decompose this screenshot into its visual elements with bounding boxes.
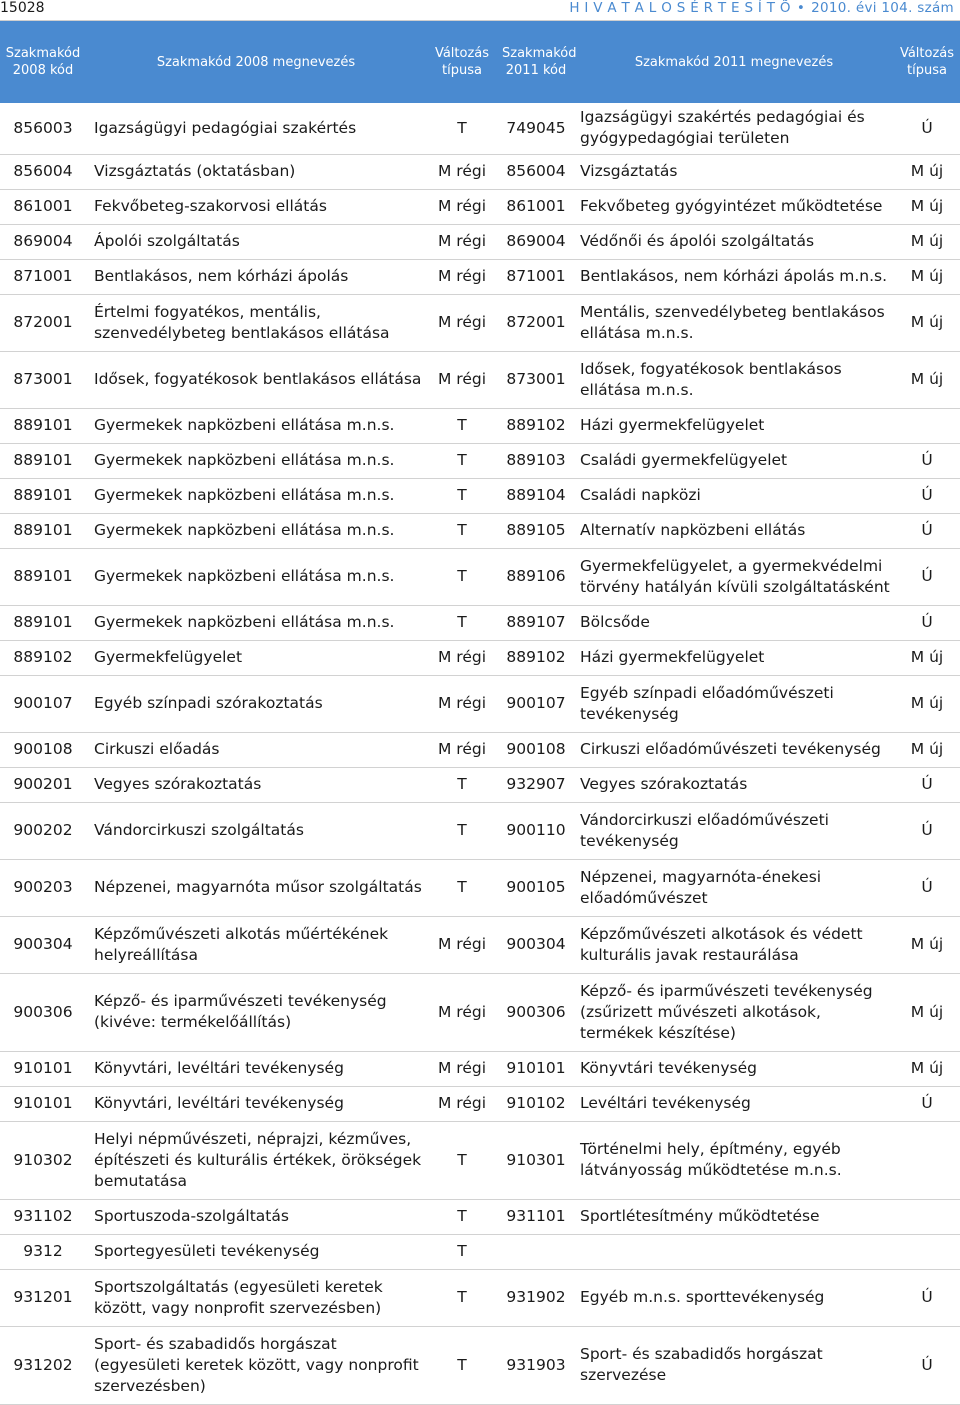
cell-change-type: T <box>426 1326 498 1404</box>
table-body <box>0 103 960 1404</box>
table-row <box>0 189 960 224</box>
cell-code-2008: 889101 <box>0 548 86 605</box>
table-row <box>0 443 960 478</box>
table-row <box>0 973 960 1051</box>
table-row <box>0 1326 960 1404</box>
cell-code-2011: 910102 <box>498 1086 574 1121</box>
cell-code-2008: 856004 <box>0 154 86 189</box>
cell-change-type: T <box>426 802 498 859</box>
cell-change-type-2011: Ú <box>894 1086 960 1121</box>
cell-code-2011: 871001 <box>498 259 574 294</box>
cell-code-2008: 910101 <box>0 1086 86 1121</box>
cell-change-type-2011: M új <box>894 973 960 1051</box>
cell-change-type-2011: Ú <box>894 802 960 859</box>
table-row <box>0 548 960 605</box>
cell-code-2008: 889101 <box>0 443 86 478</box>
cell-change-type: M régi <box>426 640 498 675</box>
cell-change-type: T <box>426 1121 498 1199</box>
cell-name-2008: Sportszolgáltatás (egyesületi keretek között, vagy nonprofit szervezésben) <box>86 1269 426 1326</box>
cell-change-type-2011: Ú <box>894 548 960 605</box>
table-row <box>0 675 960 732</box>
cell-code-2011: 873001 <box>498 351 574 408</box>
cell-code-2011: 749045 <box>498 103 574 154</box>
cell-name-2011: Családi gyermekfelügyelet <box>574 443 894 478</box>
cell-change-type: M régi <box>426 259 498 294</box>
cell-name-2008: Gyermekek napközbeni ellátása m.n.s. <box>86 548 426 605</box>
cell-name-2008: Sport- és szabadidős horgászat (egyesületi keretek között, vagy nonprofit szervezésben) <box>86 1326 426 1404</box>
cell-code-2008: 889101 <box>0 478 86 513</box>
cell-change-type: T <box>426 605 498 640</box>
cell-name-2011: Bentlakásos, nem kórházi ápolás m.n.s. <box>574 259 894 294</box>
cell-name-2011: Képzőművészeti alkotások és védett kulturális javak restaurálása <box>574 916 894 973</box>
table-row <box>0 103 960 154</box>
cell-name-2011: Igazságügyi szakértés pedagógiai és gyógypedagógiai területen <box>574 103 894 154</box>
cell-name-2011: Alternatív napközbeni ellátás <box>574 513 894 548</box>
table-row <box>0 859 960 916</box>
table-row <box>0 154 960 189</box>
cell-name-2008: Gyermekfelügyelet <box>86 640 426 675</box>
cell-code-2011: 889106 <box>498 548 574 605</box>
cell-code-2011 <box>498 1234 574 1269</box>
table-row <box>0 1199 960 1234</box>
cell-change-type-2011: Ú <box>894 513 960 548</box>
col-header-type: Változás típusa <box>426 21 498 103</box>
cell-change-type-2011: Ú <box>894 1269 960 1326</box>
cell-code-2008: 9312 <box>0 1234 86 1269</box>
cell-code-2008: 900107 <box>0 675 86 732</box>
cell-code-2011: 900108 <box>498 732 574 767</box>
cell-name-2011: Vizsgáztatás <box>574 154 894 189</box>
cell-code-2008: 900203 <box>0 859 86 916</box>
cell-change-type: T <box>426 443 498 478</box>
cell-change-type-2011: M új <box>894 294 960 351</box>
publication-title: H I V A T A L O S É R T E S Í T Õ <box>569 0 791 16</box>
cell-name-2008: Fekvőbeteg-szakorvosi ellátás <box>86 189 426 224</box>
cell-code-2011: 900110 <box>498 802 574 859</box>
table-row <box>0 513 960 548</box>
cell-change-type-2011: M új <box>894 640 960 675</box>
cell-code-2008: 872001 <box>0 294 86 351</box>
cell-code-2008: 900108 <box>0 732 86 767</box>
table-row <box>0 408 960 443</box>
cell-name-2008: Sportegyesületi tevékenység <box>86 1234 426 1269</box>
cell-change-type: M régi <box>426 154 498 189</box>
col-header-type-2011: Változás típusa <box>894 21 960 103</box>
cell-name-2008: Gyermekek napközbeni ellátása m.n.s. <box>86 605 426 640</box>
cell-change-type-2011 <box>894 1234 960 1269</box>
cell-change-type: M régi <box>426 675 498 732</box>
cell-code-2011: 931903 <box>498 1326 574 1404</box>
cell-name-2008: Könyvtári, levéltári tevékenység <box>86 1086 426 1121</box>
cell-code-2011: 910301 <box>498 1121 574 1199</box>
cell-name-2011: Történelmi hely, építmény, egyéb látványosság működtetése m.n.s. <box>574 1121 894 1199</box>
cell-change-type: M régi <box>426 973 498 1051</box>
cell-code-2011: 872001 <box>498 294 574 351</box>
running-head <box>569 0 954 16</box>
cell-code-2008: 931102 <box>0 1199 86 1234</box>
cell-code-2008: 869004 <box>0 224 86 259</box>
cell-code-2008: 900306 <box>0 973 86 1051</box>
cell-code-2008: 931201 <box>0 1269 86 1326</box>
cell-code-2008: 871001 <box>0 259 86 294</box>
cell-code-2008: 900202 <box>0 802 86 859</box>
cell-name-2008: Idősek, fogyatékosok bentlakásos ellátása <box>86 351 426 408</box>
cell-name-2008: Cirkuszi előadás <box>86 732 426 767</box>
cell-code-2008: 900304 <box>0 916 86 973</box>
cell-name-2008: Gyermekek napközbeni ellátása m.n.s. <box>86 408 426 443</box>
cell-name-2008: Vegyes szórakoztatás <box>86 767 426 802</box>
cell-name-2008: Könyvtári, levéltári tevékenység <box>86 1051 426 1086</box>
cell-name-2008: Ápolói szolgáltatás <box>86 224 426 259</box>
cell-name-2011: Fekvőbeteg gyógyintézet működtetése <box>574 189 894 224</box>
cell-change-type-2011 <box>894 1121 960 1199</box>
cell-change-type: M régi <box>426 732 498 767</box>
table-row <box>0 605 960 640</box>
table-row <box>0 802 960 859</box>
cell-name-2008: Igazságügyi pedagógiai szakértés <box>86 103 426 154</box>
cell-code-2011: 900306 <box>498 973 574 1051</box>
table-header <box>0 21 960 103</box>
col-header-name-2008: Szakmakód 2008 megnevezés <box>86 21 426 103</box>
cell-code-2011: 869004 <box>498 224 574 259</box>
cell-name-2011: Cirkuszi előadóművészeti tevékenység <box>574 732 894 767</box>
cell-code-2008: 889102 <box>0 640 86 675</box>
cell-change-type-2011: Ú <box>894 478 960 513</box>
cell-name-2008: Gyermekek napközbeni ellátása m.n.s. <box>86 478 426 513</box>
cell-name-2011: Képző- és iparművészeti tevékenység (zsűrizett művészeti alkotások, termékek készítése) <box>574 973 894 1051</box>
page-number: 15028 <box>0 0 45 16</box>
cell-code-2011: 889103 <box>498 443 574 478</box>
table-row <box>0 224 960 259</box>
cell-name-2008: Gyermekek napközbeni ellátása m.n.s. <box>86 513 426 548</box>
cell-change-type-2011: M új <box>894 154 960 189</box>
table-header-row <box>0 21 960 103</box>
cell-code-2011: 931101 <box>498 1199 574 1234</box>
cell-name-2008: Vándorcirkuszi szolgáltatás <box>86 802 426 859</box>
cell-name-2011: Sportlétesítmény működtetése <box>574 1199 894 1234</box>
cell-name-2008: Gyermekek napközbeni ellátása m.n.s. <box>86 443 426 478</box>
cell-code-2011: 889104 <box>498 478 574 513</box>
cell-change-type-2011 <box>894 408 960 443</box>
cell-code-2011: 900107 <box>498 675 574 732</box>
table-row <box>0 1086 960 1121</box>
cell-change-type: T <box>426 478 498 513</box>
cell-change-type-2011: Ú <box>894 859 960 916</box>
cell-code-2011: 932907 <box>498 767 574 802</box>
cell-name-2008: Bentlakásos, nem kórházi ápolás <box>86 259 426 294</box>
cell-name-2011: Házi gyermekfelügyelet <box>574 408 894 443</box>
cell-name-2011 <box>574 1234 894 1269</box>
cell-code-2011: 889107 <box>498 605 574 640</box>
bullet-separator: • <box>796 0 806 16</box>
cell-change-type: T <box>426 513 498 548</box>
cell-code-2008: 900201 <box>0 767 86 802</box>
cell-name-2011: Családi napközi <box>574 478 894 513</box>
cell-name-2011: Mentális, szenvedélybeteg bentlakásos ellátása m.n.s. <box>574 294 894 351</box>
cell-change-type: T <box>426 767 498 802</box>
cell-change-type-2011: M új <box>894 732 960 767</box>
cell-code-2008: 873001 <box>0 351 86 408</box>
table-row <box>0 732 960 767</box>
cell-change-type: M régi <box>426 1051 498 1086</box>
cell-name-2008: Népzenei, magyarnóta műsor szolgáltatás <box>86 859 426 916</box>
cell-change-type: M régi <box>426 1086 498 1121</box>
cell-change-type: T <box>426 408 498 443</box>
table-row <box>0 1121 960 1199</box>
cell-change-type-2011: M új <box>894 259 960 294</box>
cell-name-2008: Értelmi fogyatékos, mentális, szenvedélybeteg bentlakásos ellátása <box>86 294 426 351</box>
col-header-code-2008: Szakmakód 2008 kód <box>0 21 86 103</box>
cell-change-type-2011: M új <box>894 224 960 259</box>
cell-name-2008: Helyi népművészeti, néprajzi, kézműves, építészeti és kulturális értékek, örökségek bemutatása <box>86 1121 426 1199</box>
cell-name-2011: Vegyes szórakoztatás <box>574 767 894 802</box>
cell-change-type: T <box>426 859 498 916</box>
table-row <box>0 640 960 675</box>
table-row <box>0 294 960 351</box>
cell-change-type-2011: M új <box>894 189 960 224</box>
cell-name-2008: Egyéb színpadi szórakoztatás <box>86 675 426 732</box>
cell-change-type-2011: Ú <box>894 1326 960 1404</box>
cell-change-type-2011: Ú <box>894 605 960 640</box>
cell-change-type: M régi <box>426 916 498 973</box>
cell-code-2011: 889105 <box>498 513 574 548</box>
cell-code-2008: 931202 <box>0 1326 86 1404</box>
cell-code-2008: 889101 <box>0 513 86 548</box>
cell-name-2008: Képző- és iparművészeti tevékenység (kivéve: termékelőállítás) <box>86 973 426 1051</box>
cell-change-type: M régi <box>426 351 498 408</box>
cell-code-2011: 889102 <box>498 640 574 675</box>
cell-code-2011: 900304 <box>498 916 574 973</box>
cell-name-2011: Könyvtári tevékenység <box>574 1051 894 1086</box>
cell-change-type-2011 <box>894 1199 960 1234</box>
cell-name-2011: Védőnői és ápolói szolgáltatás <box>574 224 894 259</box>
cell-code-2011: 900105 <box>498 859 574 916</box>
table-row <box>0 478 960 513</box>
cell-change-type: T <box>426 1234 498 1269</box>
cell-name-2011: Népzenei, magyarnóta-énekesi előadóművészet <box>574 859 894 916</box>
cell-name-2011: Gyermekfelügyelet, a gyermekvédelmi törvény hatályán kívüli szolgáltatásként <box>574 548 894 605</box>
page-header <box>0 0 960 21</box>
cell-change-type: M régi <box>426 189 498 224</box>
cell-change-type: T <box>426 1269 498 1326</box>
cell-name-2011: Egyéb színpadi előadóművészeti tevékenység <box>574 675 894 732</box>
table-row <box>0 351 960 408</box>
cell-name-2011: Idősek, fogyatékosok bentlakásos ellátása m.n.s. <box>574 351 894 408</box>
cell-code-2008: 910302 <box>0 1121 86 1199</box>
cell-name-2011: Levéltári tevékenység <box>574 1086 894 1121</box>
cell-code-2011: 910101 <box>498 1051 574 1086</box>
cell-code-2008: 889101 <box>0 408 86 443</box>
cell-change-type: T <box>426 103 498 154</box>
cell-code-2011: 931902 <box>498 1269 574 1326</box>
table-row <box>0 767 960 802</box>
cell-change-type-2011: Ú <box>894 103 960 154</box>
cell-name-2011: Házi gyermekfelügyelet <box>574 640 894 675</box>
table-row <box>0 1269 960 1326</box>
cell-name-2008: Vizsgáztatás (oktatásban) <box>86 154 426 189</box>
table-row <box>0 1234 960 1269</box>
cell-name-2008: Képzőművészeti alkotás műértékének helyreállítása <box>86 916 426 973</box>
cell-change-type-2011: M új <box>894 1051 960 1086</box>
table-row <box>0 916 960 973</box>
cell-code-2008: 889101 <box>0 605 86 640</box>
cell-code-2008: 910101 <box>0 1051 86 1086</box>
cell-change-type-2011: Ú <box>894 443 960 478</box>
col-header-name-2011: Szakmakód 2011 megnevezés <box>574 21 894 103</box>
cell-name-2011: Egyéb m.n.s. sporttevékenység <box>574 1269 894 1326</box>
cell-change-type-2011: M új <box>894 351 960 408</box>
table-row <box>0 1051 960 1086</box>
cell-code-2008: 856003 <box>0 103 86 154</box>
cell-code-2011: 861001 <box>498 189 574 224</box>
cell-code-2011: 889102 <box>498 408 574 443</box>
cell-name-2011: Bölcsőde <box>574 605 894 640</box>
cell-change-type: M régi <box>426 294 498 351</box>
cell-change-type-2011: M új <box>894 916 960 973</box>
issue-label: 2010. évi 104. szám <box>811 0 954 16</box>
table-row <box>0 259 960 294</box>
cell-name-2011: Vándorcirkuszi előadóművészeti tevékenység <box>574 802 894 859</box>
cell-change-type: T <box>426 1199 498 1234</box>
code-mapping-table <box>0 21 960 1405</box>
col-header-code-2011: Szakmakód 2011 kód <box>498 21 574 103</box>
cell-change-type-2011: M új <box>894 675 960 732</box>
cell-change-type-2011: Ú <box>894 767 960 802</box>
cell-name-2011: Sport- és szabadidős horgászat szervezése <box>574 1326 894 1404</box>
cell-code-2011: 856004 <box>498 154 574 189</box>
cell-change-type: T <box>426 548 498 605</box>
cell-name-2008: Sportuszoda-szolgáltatás <box>86 1199 426 1234</box>
cell-change-type: M régi <box>426 224 498 259</box>
cell-code-2008: 861001 <box>0 189 86 224</box>
